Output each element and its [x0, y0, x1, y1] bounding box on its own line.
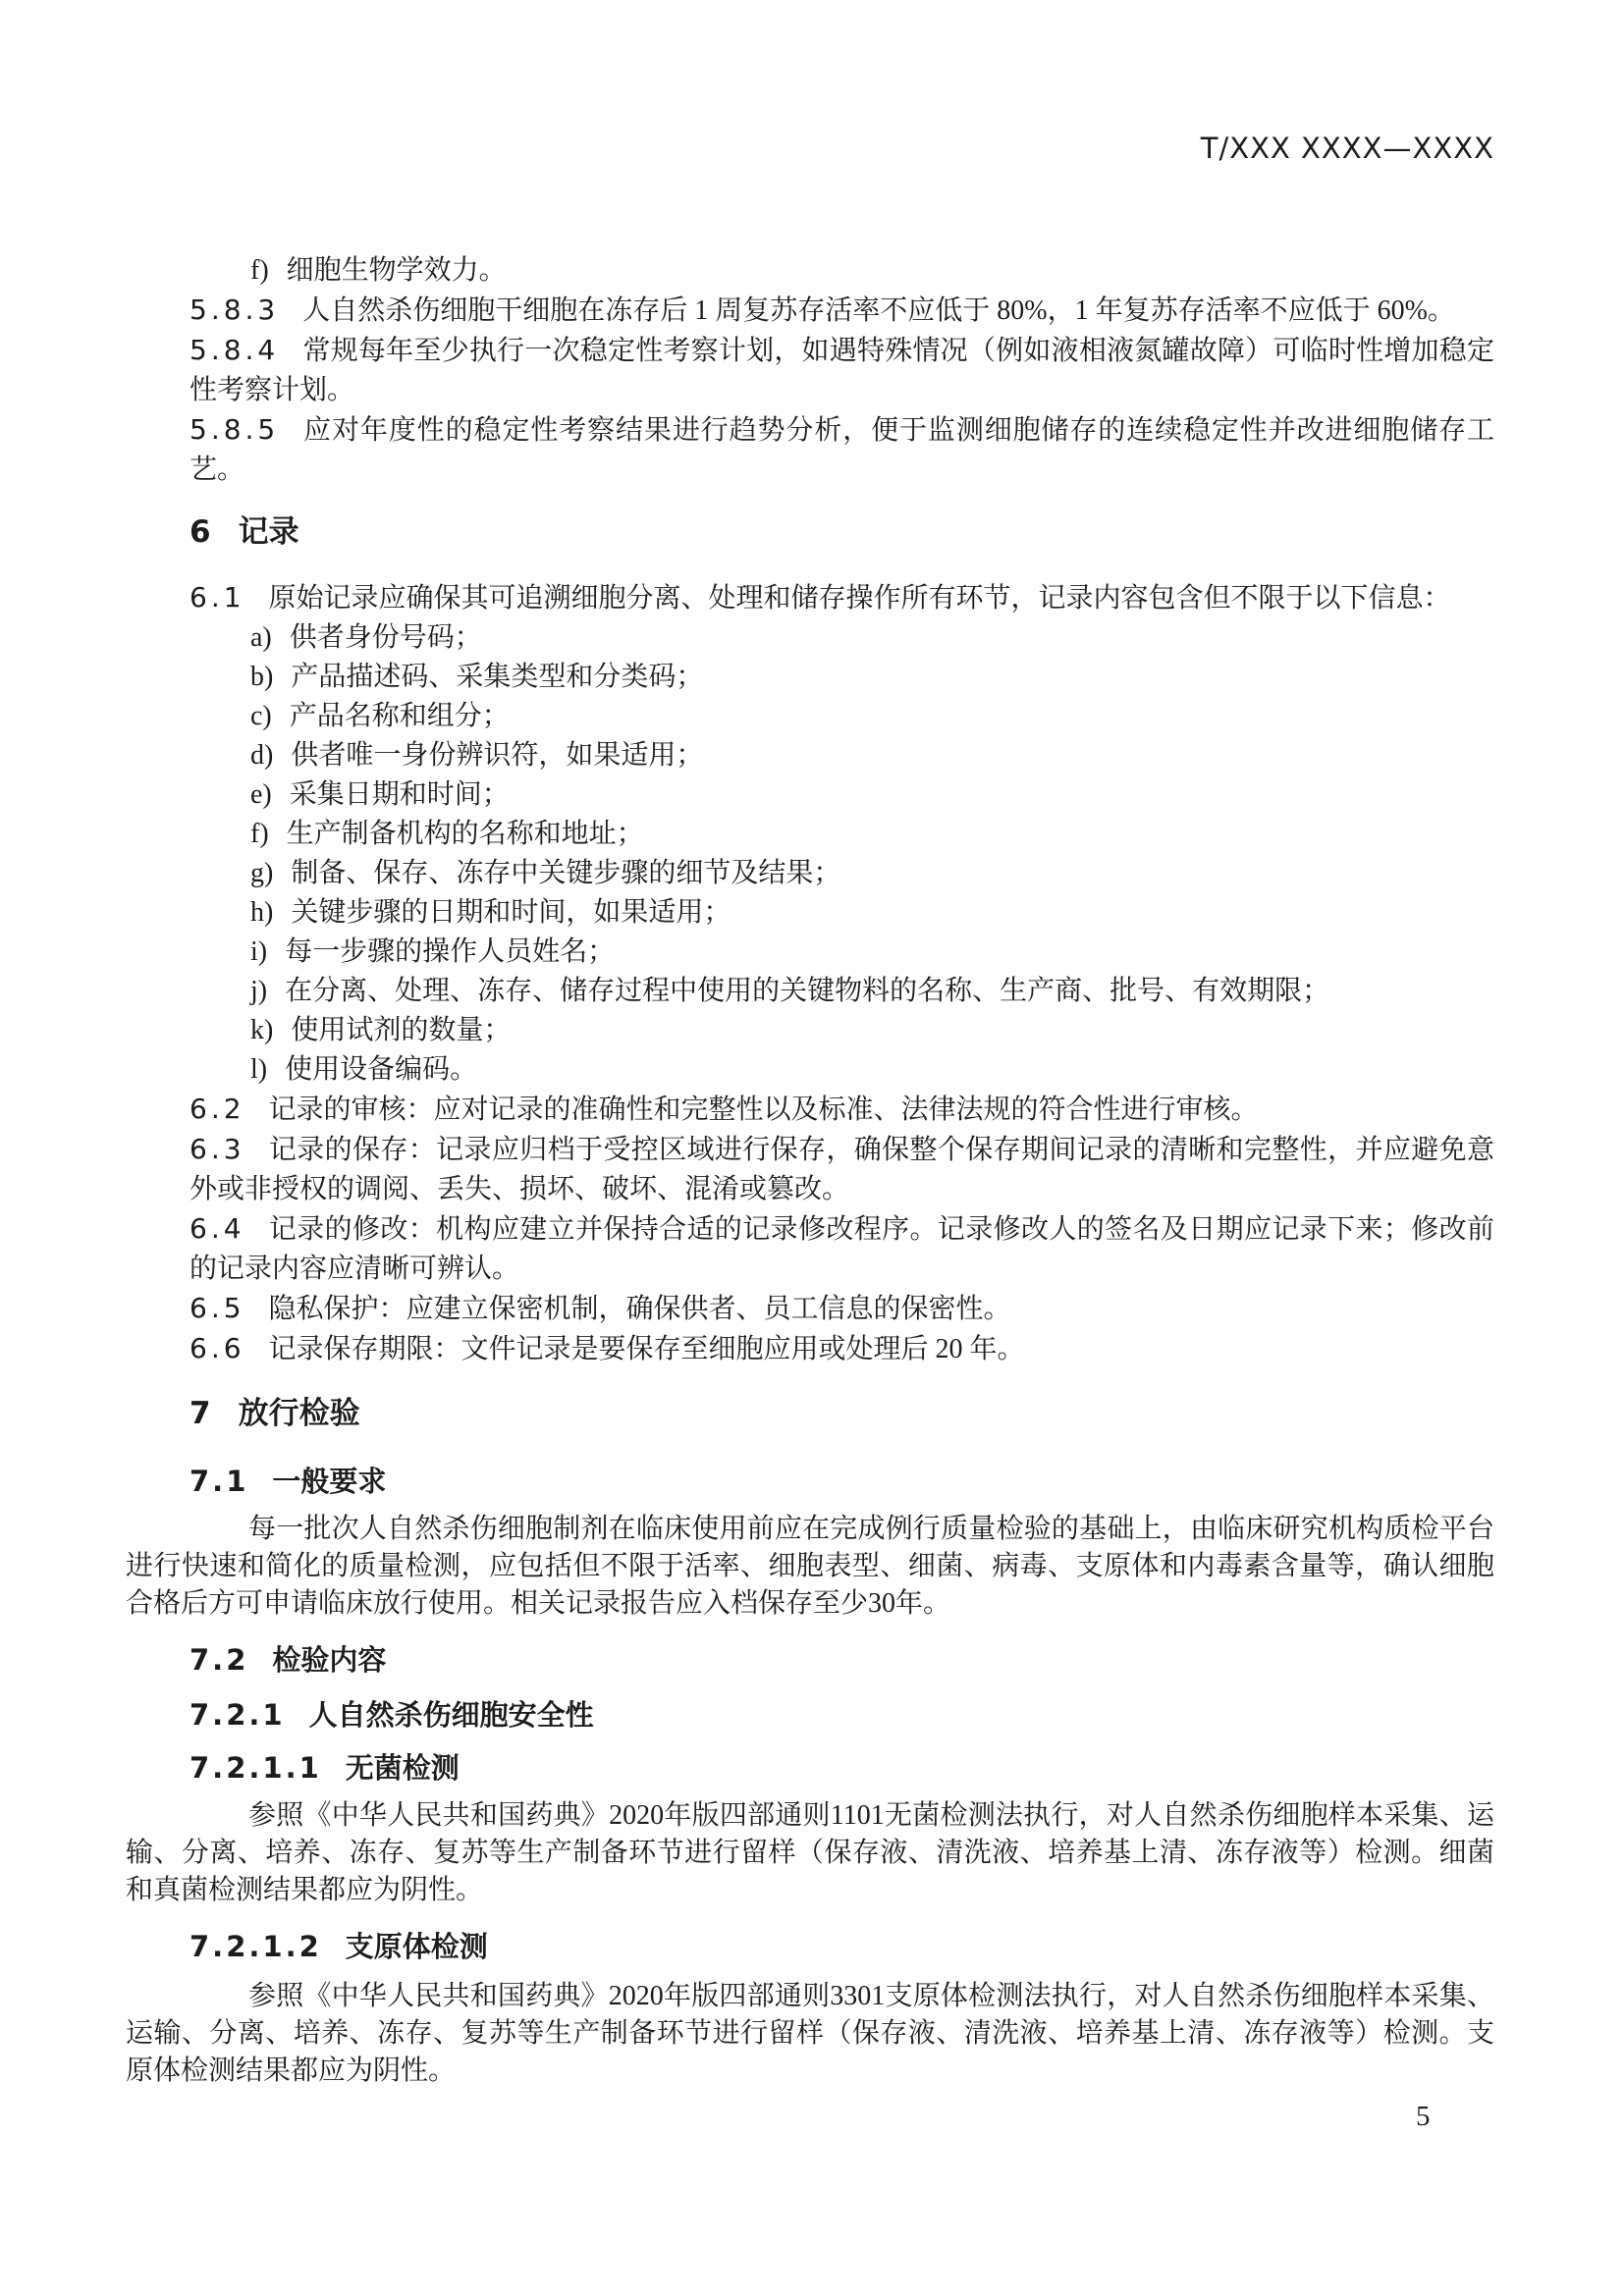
list-item-label: a) [250, 622, 272, 653]
heading-title: 一般要求 [272, 1465, 387, 1498]
heading-number: 7.2 [189, 1643, 249, 1677]
clause-number: 5.8.5 [189, 413, 280, 446]
page-number: 5 [1416, 2101, 1431, 2132]
list-item-f [126, 815, 1494, 854]
clause-6-6 [126, 1329, 1494, 1369]
standard-code: T/XXX XXXX—XXXX [1200, 132, 1494, 165]
list-item-label: g) [250, 858, 274, 888]
list-item-b [126, 658, 1494, 697]
list-item-text: 细胞生物学效力。 [286, 255, 507, 286]
list-item-label: b) [250, 662, 274, 692]
clause-6-4 [126, 1209, 1494, 1289]
paragraph-7-2-1-1: 参照《中华人民共和国药典》2020年版四部通则1101无菌检测法执行，对人自然杀伤细胞样本采集、运输、分离、培养、冻存、复苏等生产制备环节进行留样（保存液、清洗液、培养基上清、冻存液等）检测。细菌和真菌检测结果都应为阴性。 [126, 1800, 1494, 1905]
list-item-e [126, 775, 1494, 815]
heading-number: 7.2.1.2 [189, 1930, 322, 1963]
clause-text: 隐私保护：应建立保密机制，确保供者、员工信息的保密性。 [268, 1294, 1011, 1324]
paragraph-7-1: 每一批次人自然杀伤细胞制剂在临床使用前应在完成例行质量检验的基础上，由临床研究机构质检平台进行快速和简化的质量检测，应包括但不限于活率、细胞表型、细菌、病毒、支原体和内毒素含量等，确认细胞合格后方可申请临床放行使用。相关记录报告应入档保存至少30年。 [126, 1514, 1494, 1619]
heading-7-2-1-1 [126, 1746, 1494, 1789]
clause-number: 5.8.4 [189, 334, 280, 366]
list-item-text: 供者唯一身份辨识符，如果适用； [291, 740, 704, 771]
list-item-text: 产品名称和组分； [289, 701, 510, 731]
list-item-label: e) [250, 779, 272, 810]
clause-text: 记录保存期限：文件记录是要保存至细胞应用或处理后 20 年。 [268, 1334, 1025, 1364]
heading-title: 支原体检测 [345, 1930, 488, 1963]
list-item-k [126, 1011, 1494, 1050]
clause-text: 人自然杀伤细胞干细胞在冻存后 1 周复苏存活率不应低于 80%，1 年复苏存活率不应低于 60%。 [302, 295, 1455, 326]
clause-number: 5.8.3 [189, 294, 280, 326]
list-item-h [126, 893, 1494, 933]
list-item-label: f) [250, 255, 269, 286]
clause-number: 6.5 [189, 1292, 245, 1324]
clause-number: 6.2 [189, 1093, 245, 1125]
clause-text: 常规每年至少执行一次稳定性考察计划，如遇特殊情况（例如液相液氮罐故障）可临时性增加稳定性考察计划。 [189, 336, 1494, 405]
list-item-label: f) [250, 819, 269, 849]
list-item-label: d) [250, 740, 274, 771]
heading-7-2-1 [126, 1693, 1494, 1736]
list-item-label: i) [250, 936, 268, 967]
list-item-text: 使用试剂的数量； [291, 1015, 512, 1045]
heading-number: 7.2.1 [189, 1698, 286, 1732]
heading-7-2-1-2 [126, 1925, 1494, 1968]
heading-number: 7.1 [189, 1465, 249, 1498]
list-item-text: 关键步骤的日期和时间，如果适用； [291, 897, 731, 928]
list-item-label: h) [250, 897, 274, 928]
clause-number: 6.4 [189, 1212, 245, 1245]
clause-6-5 [126, 1289, 1494, 1329]
list-item-text: 制备、保存、冻存中关键步骤的细节及结果； [291, 858, 841, 888]
heading-7-1 [126, 1460, 1494, 1503]
clause-6-3 [126, 1130, 1494, 1209]
list-item-text: 产品描述码、采集类型和分类码； [291, 662, 704, 692]
list-item-text: 供者身份号码； [289, 622, 482, 653]
clause-text: 原始记录应确保其可追溯细胞分离、处理和储存操作所有环节，记录内容包含但不限于以下信息： [268, 583, 1451, 614]
list-item-text: 采集日期和时间； [289, 779, 510, 810]
list-item-l [126, 1050, 1494, 1090]
clause-text: 应对年度性的稳定性考察结果进行趋势分析，便于监测细胞储存的连续稳定性并改进细胞储存工艺。 [189, 415, 1494, 485]
clause-text: 记录的保存：记录应归档于受控区域进行保存，确保整个保存期间记录的清晰和完整性，并应避免意外或非授权的调阅、丢失、损坏、破坏、混淆或篡改。 [189, 1135, 1494, 1204]
section-7-heading [126, 1391, 1494, 1436]
list-item-label: c) [250, 701, 272, 731]
section-title: 放行检验 [238, 1396, 360, 1431]
clause-5-8-3 [126, 291, 1494, 331]
clause-text: 记录的审核：应对记录的准确性和完整性以及标准、法律法规的符合性进行审核。 [268, 1095, 1259, 1125]
list-item-g [126, 854, 1494, 893]
list-item-text: 在分离、处理、冻存、储存过程中使用的关键物料的名称、生产商、批号、有效期限； [285, 976, 1330, 1006]
list-item-c [126, 697, 1494, 736]
list-item-d [126, 736, 1494, 775]
list-item-text: 使用设备编码。 [285, 1054, 478, 1085]
clause-5-8-5 [126, 410, 1494, 490]
clause-text: 记录的修改：机构应建立并保持合适的记录修改程序。记录修改人的签名及日期应记录下来；修改前的记录内容应清晰可辨认。 [189, 1214, 1494, 1284]
clause-5-8-4 [126, 331, 1494, 410]
clause-number: 6.3 [189, 1133, 245, 1165]
section-number: 7 [189, 1396, 213, 1431]
section-number: 6 [189, 514, 213, 550]
heading-7-2 [126, 1638, 1494, 1682]
section-6-heading [126, 509, 1494, 555]
clause-number: 6.6 [189, 1332, 245, 1364]
list-item-text: 每一步骤的操作人员姓名； [285, 936, 616, 967]
section-title: 记录 [238, 514, 299, 550]
heading-title: 无菌检测 [345, 1751, 460, 1785]
paragraph-7-2-1-2: 参照《中华人民共和国药典》2020年版四部通则3301支原体检测法执行，对人自然杀伤细胞样本采集、运输、分离、培养、冻存、复苏等生产制备环节进行留样（保存液、清洗液、培养基上清、冻存液等）检测。支原体检测结果都应为阴性。 [126, 1981, 1494, 2086]
clause-6-2 [126, 1090, 1494, 1130]
list-item-a [126, 618, 1494, 658]
list-item-i [126, 933, 1494, 972]
list-item-f-intro [126, 251, 1494, 291]
list-item-label: k) [250, 1015, 274, 1045]
list-item-label: j) [250, 976, 268, 1006]
document-body [126, 0, 1494, 2090]
heading-title: 检验内容 [272, 1643, 387, 1677]
heading-title: 人自然杀伤细胞安全性 [308, 1698, 594, 1732]
clause-number: 6.1 [189, 581, 245, 614]
list-item-label: l) [250, 1054, 268, 1085]
list-item-text: 生产制备机构的名称和地址； [286, 819, 644, 849]
list-item-j [126, 972, 1494, 1011]
clause-6-1 [126, 578, 1494, 618]
heading-number: 7.2.1.1 [189, 1751, 322, 1785]
